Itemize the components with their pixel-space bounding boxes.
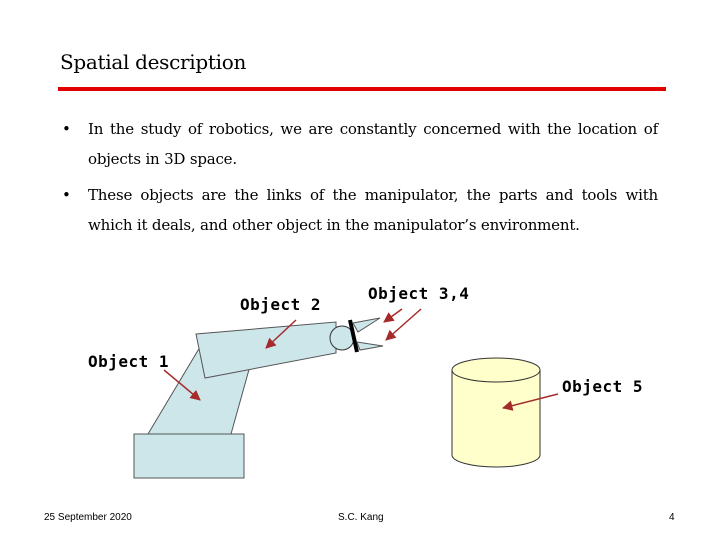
footer-page-number: 4 xyxy=(669,512,675,523)
cylinder-top xyxy=(452,358,540,382)
bullet-dot: • xyxy=(62,120,71,138)
slide-title: Spatial description xyxy=(60,50,247,74)
arrow-object3 xyxy=(384,309,402,322)
robot-base xyxy=(134,434,244,478)
arrow-object4 xyxy=(386,309,421,340)
footer-author: S.C. Kang xyxy=(338,512,384,523)
bullet-dot: • xyxy=(62,186,71,204)
bullet-text: These objects are the links of the manipulator, the parts and tools with which it deals, and other object in the manipulator’s environment. xyxy=(88,186,658,234)
cylinder-object xyxy=(452,370,540,467)
label-object34: Object 3,4 xyxy=(368,284,470,303)
label-object5: Object 5 xyxy=(562,377,644,396)
gripper-finger-upper xyxy=(353,318,380,332)
footer-date: 25 September 2020 xyxy=(44,512,132,523)
bullet-text: In the study of robotics, we are constantly concerned with the location of objects in 3D space. xyxy=(88,120,658,168)
label-object1: Object 1 xyxy=(88,352,170,371)
robot-link-2 xyxy=(196,322,336,378)
gripper-finger-lower xyxy=(357,342,383,350)
label-object2: Object 2 xyxy=(240,295,322,314)
